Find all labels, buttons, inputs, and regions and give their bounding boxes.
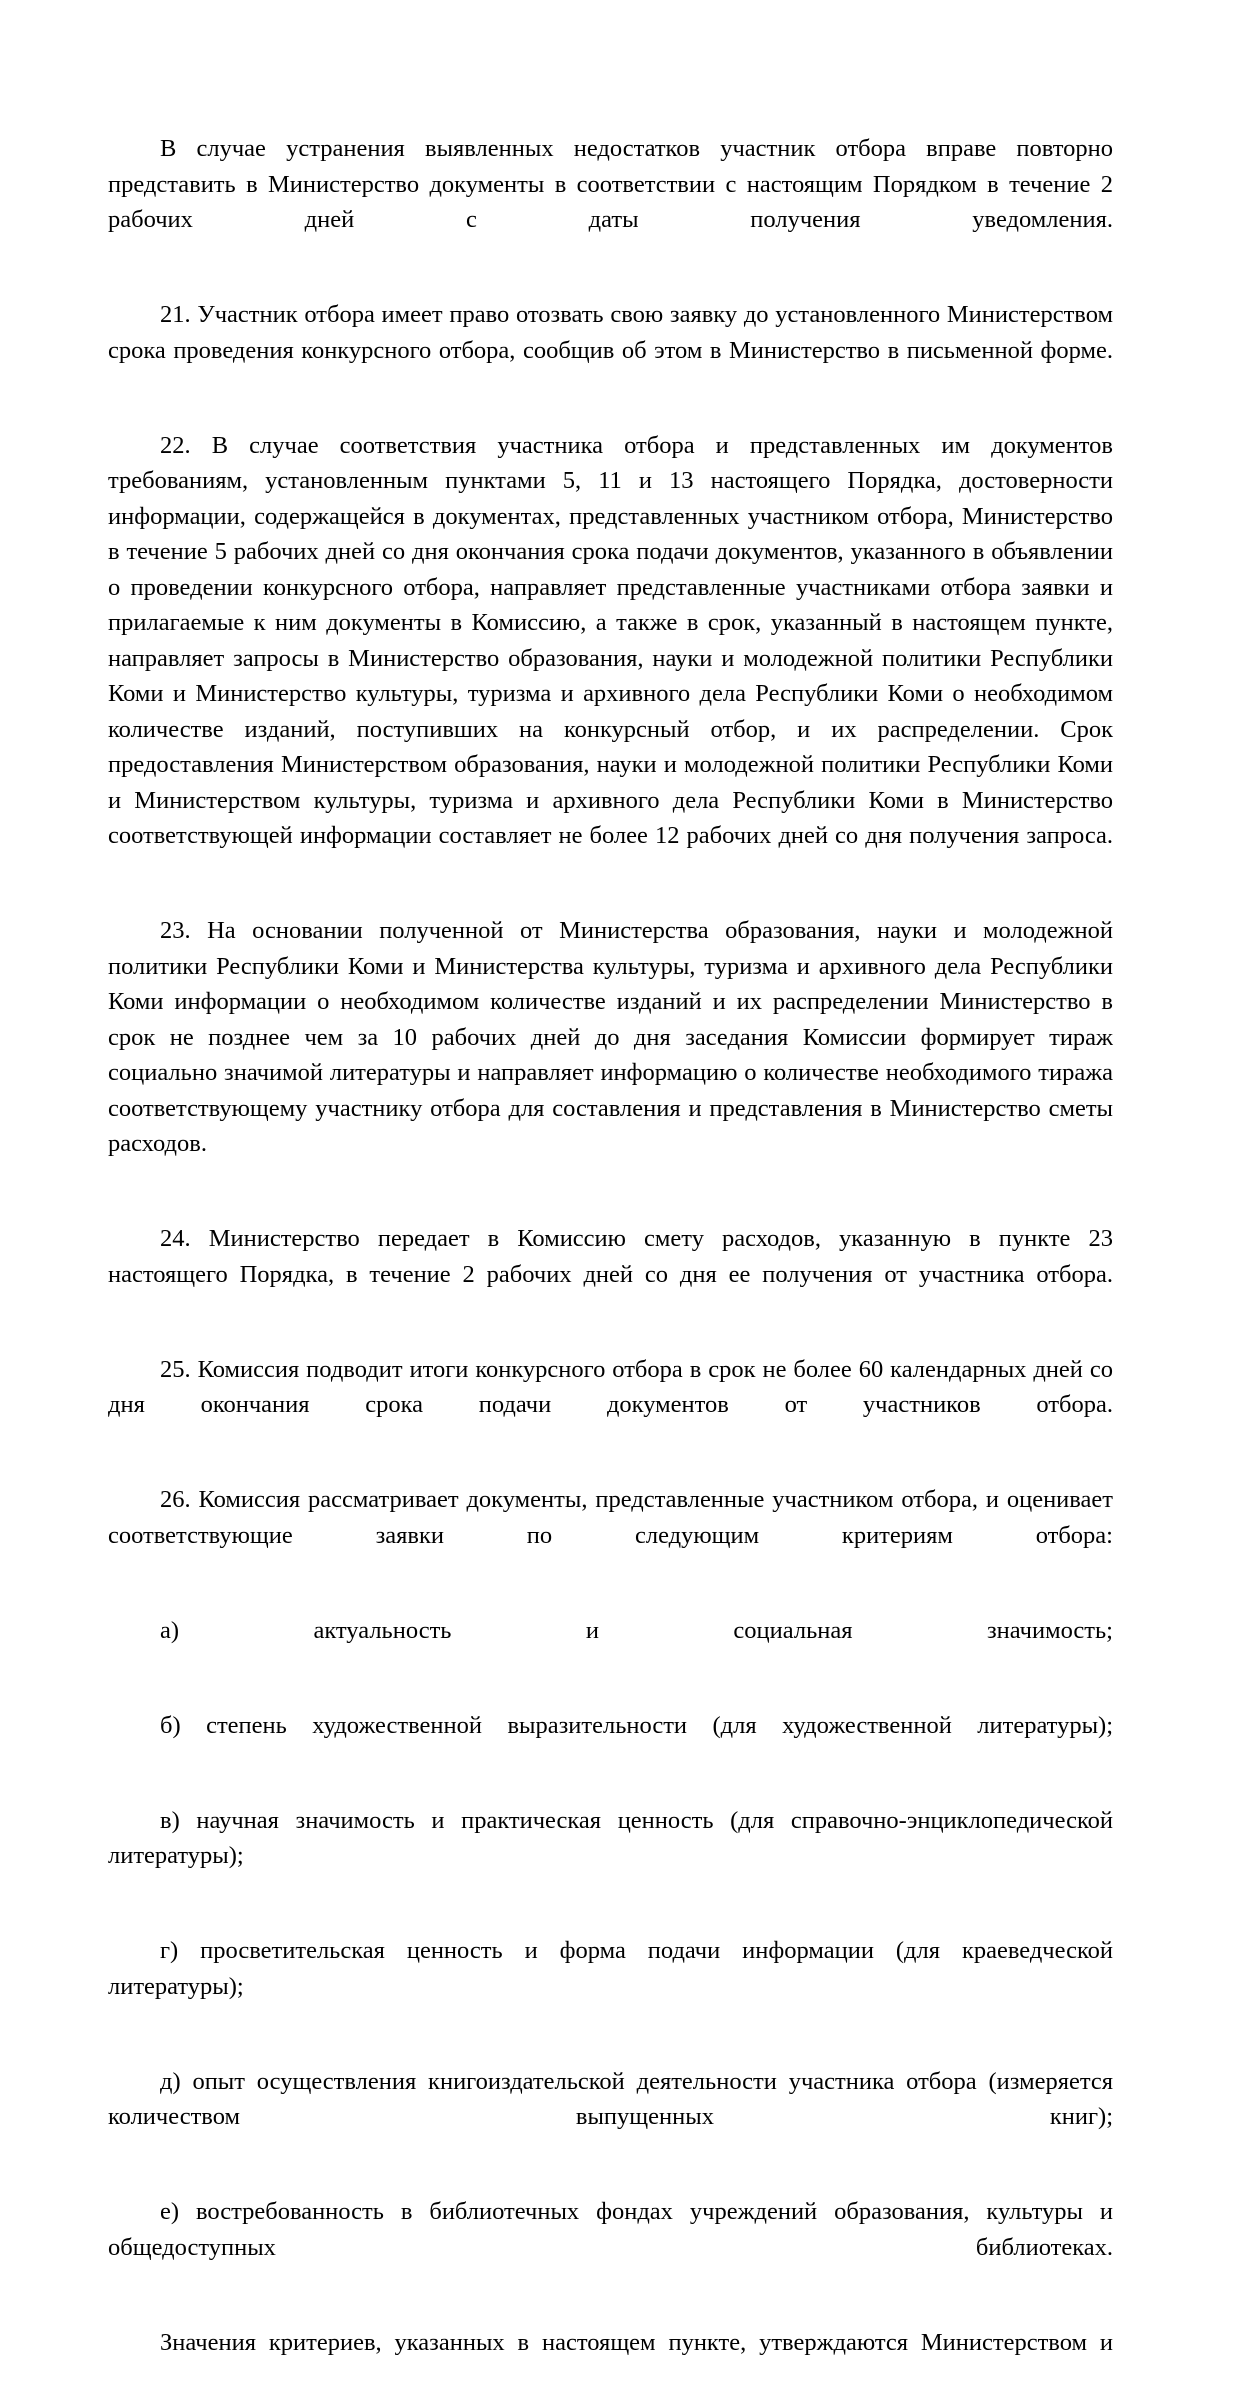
paragraph-continuation: В случае устранения выявленных недостатков участник отбора вправе повторно представить в Министерство документы в соответствии с настоящим Порядком в течение 2 рабочих дней с даты получения уведомления. [108,135,1113,233]
paragraph-22: 22. В случае соответствия участника отбора и представленных им документов требованиям, установленным пунктами 5, 11 и 13 настоящего Порядка, достоверности информации, содержащейся в документах, представленных участником отбора, Министерство в течение 5 рабочих дней со дня окончания срока подачи документов, указанного в объявлении о проведении конкурсного отбора, направляет представленные участниками отбора заявки и прилагаемые к ним документы в Комиссию, а также в срок, указанный в настоящем пункте, направляет запросы в Министерство образования, науки и молодежной политики Республики Коми и Министерство культуры, туризма и архивного дела Республики Коми о необходимом количестве изданий, поступивших на конкурсный отбор, и их распределении. Срок предоставления Министерством образования, науки и молодежной политики Республики Коми и Министерством культуры, туризма и архивного дела Республики Коми в Министерство соответствующей информации составляет не более 12 рабочих дней со дня получения запроса. [108,431,1113,849]
paragraph-21: 21. Участник отбора имеет право отозвать свою заявку до установленного Министерством срока проведения конкурсного отбора, сообщив об этом в Министерство в письменной форме. [108,301,1113,364]
paragraph-23: 23. На основании полученной от Министерства образования, науки и молодежной политики Республики Коми и Министерства культуры, туризма и архивного дела Республики Коми информации о необходимом количестве изданий и их распределении Министерство в срок не позднее чем за 10 рабочих дней до дня заседания Комиссии формирует тираж социально значимой литературы и направляет информацию о количестве необходимого тиража соответствующему участнику отбора для составления и представления в Министерство сметы расходов. [108,917,1113,1157]
paragraph-closing: Значения критериев, указанных в настоящем пункте, утверждаются Министерством и [160,2328,1113,2356]
paragraph-25: 25. Комиссия подводит итоги конкурсного отбора в срок не более 60 календарных дней со дня окончания срока подачи документов от участников отбора. [108,1355,1113,1418]
paragraph-24: 24. Министерство передает в Комиссию смету расходов, указанную в пункте 23 настоящего Порядка, в течение 2 рабочих дней со дня ее получения от участника отбора. [108,1225,1113,1288]
document-text-body [108,131,1113,2396]
criterion-item-v: в) научная значимость и практическая ценность (для справочно-энциклопедической литературы); [108,1806,1113,1869]
criterion-item-b: б) степень художественной выразительности (для художественной литературы); [160,1711,1113,1739]
criterion-item-g: г) просветительская ценность и форма подачи информации (для краеведческой литературы); [108,1937,1113,2000]
criterion-item-e: е) востребованность в библиотечных фондах учреждений образования, культуры и общедоступных библиотеках. [108,2198,1113,2261]
criterion-item-a: а) актуальность и социальная значимость; [160,1616,1113,1644]
paragraph-26: 26. Комиссия рассматривает документы, представленные участником отбора, и оценивает соответствующие заявки по следующим критериям отбора: [108,1486,1113,1549]
criterion-item-d: д) опыт осуществления книгоиздательской деятельности участника отбора (измеряется количеством выпущенных книг); [108,2067,1113,2130]
